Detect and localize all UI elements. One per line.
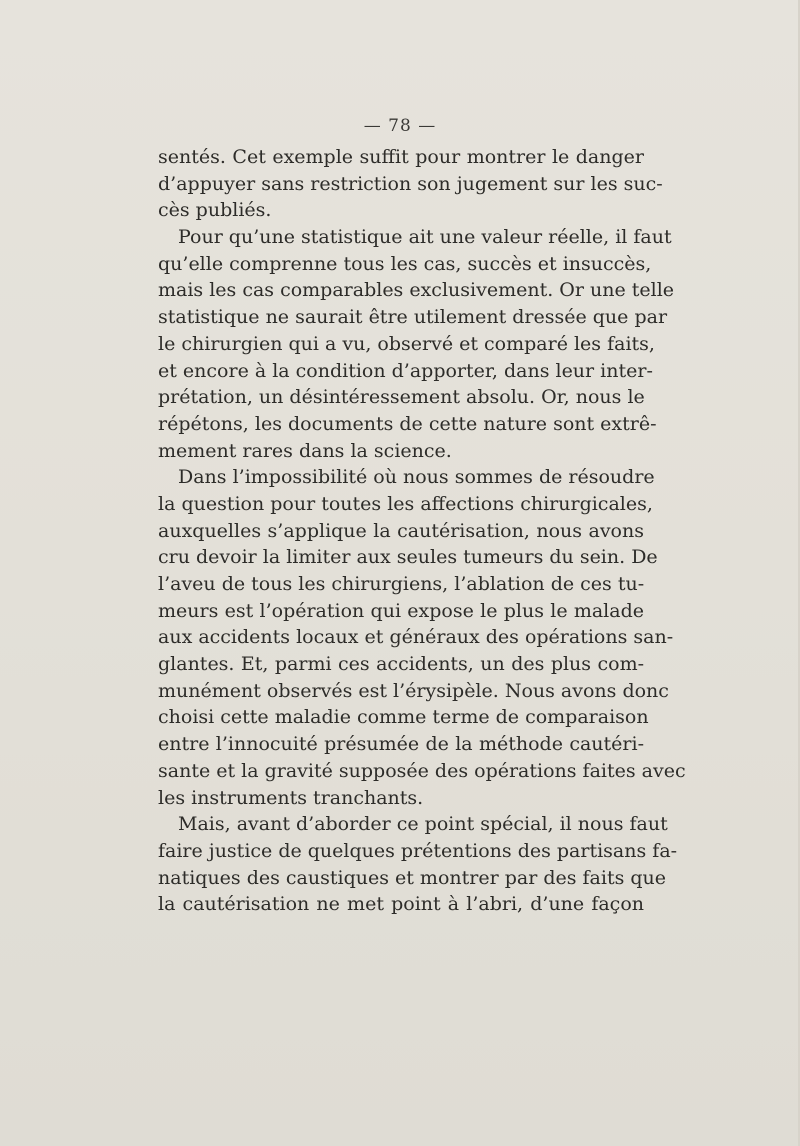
text-line: meurs est l’opération qui expose le plus le malade	[158, 599, 644, 622]
text-line: la cautérisation ne met point à l’abri, d’une façon	[158, 893, 644, 916]
text-line: mais les cas comparables exclusivement. Or une telle	[158, 279, 675, 302]
body-text	[158, 144, 686, 918]
text-line: statistique ne saurait être utilement dressée que par	[158, 306, 668, 329]
text-line: les instruments tranchants.	[158, 786, 424, 809]
text-line: cès publiés.	[158, 199, 272, 222]
text-line: faire justice de quelques prétentions des partisans fa-	[158, 839, 678, 862]
text-line: auxquelles s’applique la cautérisation, nous avons	[158, 519, 644, 542]
text-line: sante et la gravité supposée des opérations faites avec	[158, 759, 686, 782]
text-line: la question pour toutes les affections chirurgicales,	[158, 492, 653, 515]
text-line: natiques des caustiques et montrer par des faits que	[158, 866, 667, 889]
text-line: le chirurgien qui a vu, observé et comparé les faits,	[158, 332, 655, 355]
text-line: prétation, un désintéressement absolu. Or, nous le	[158, 386, 645, 409]
text-line: mement rares dans la science.	[158, 439, 452, 462]
page-number: — 78 —	[363, 116, 437, 136]
text-line: qu’elle comprenne tous les cas, succès et insuccès,	[158, 252, 652, 275]
text-line: et encore à la condition d’apporter, dans leur inter-	[158, 359, 653, 382]
paragraph-first-line: Dans l’impossibilité où nous sommes de résoudre	[178, 466, 655, 489]
text-line: glantes. Et, parmi ces accidents, un des plus com-	[158, 653, 644, 676]
text-line: choisi cette maladie comme terme de comparaison	[158, 706, 649, 729]
text-line: aux accidents locaux et généraux des opérations san-	[158, 626, 674, 649]
text-line: d’appuyer sans restriction son jugement sur les suc-	[158, 172, 663, 195]
paragraph-first-line: Mais, avant d’aborder ce point spécial, il nous faut	[178, 813, 668, 836]
text-line: l’aveu de tous les chirurgiens, l’ablation de ces tu-	[158, 573, 645, 595]
text-line: entre l’innocuité présumée de la méthode cautéri-	[158, 733, 644, 756]
text-line: cru devoir la limiter aux seules tumeurs du sein. De	[158, 546, 658, 569]
text-line: munément observés est l’érysipèle. Nous avons donc	[158, 679, 669, 702]
text-line: répétons, les documents de cette nature sont extrê-	[158, 412, 657, 435]
paragraph-first-line: Pour qu’une statistique ait une valeur réelle, il faut	[178, 226, 672, 249]
text-line: sentés. Cet exemple suffit pour montrer le danger	[158, 146, 644, 168]
